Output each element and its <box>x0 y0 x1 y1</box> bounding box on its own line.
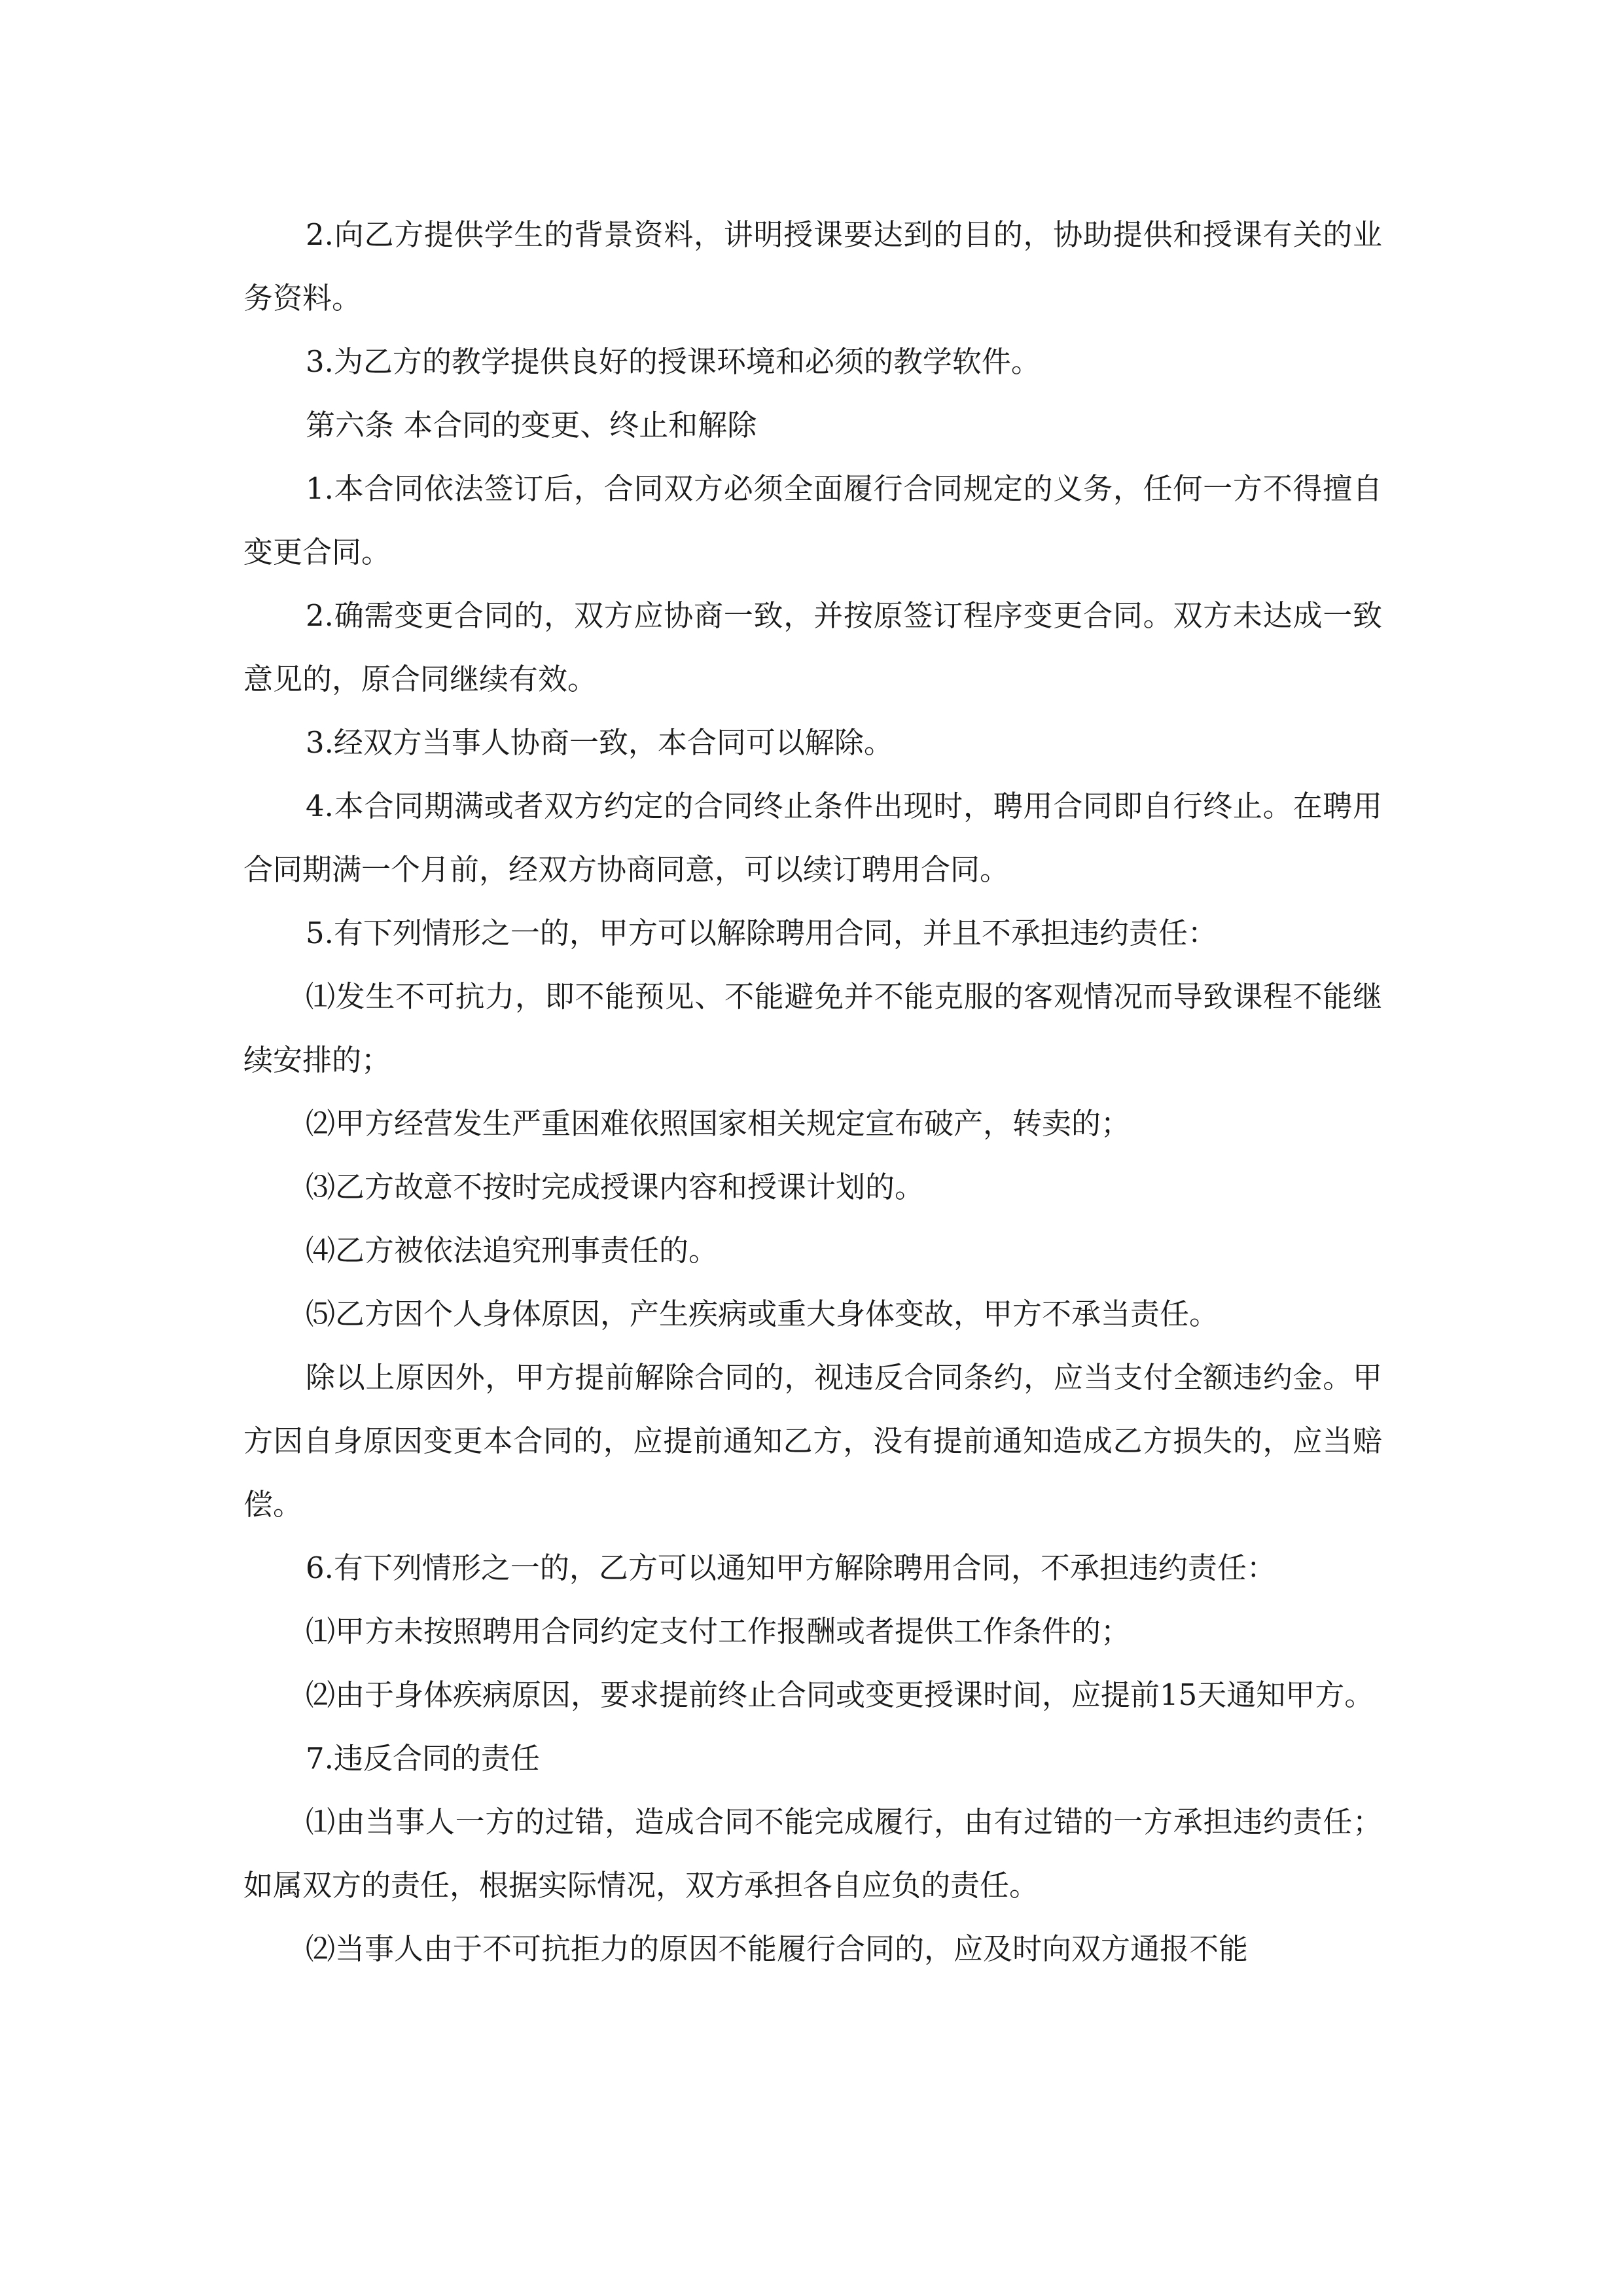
paragraph: 4.本合同期满或者双方约定的合同终止条件出现时，聘用合同即自行终止。在聘用合同期满一个月前，经双方协商同意，可以续订聘用合同。 <box>243 789 1382 887</box>
list-item: ⑶乙方故意不按时完成授课内容和授课计划的。 <box>306 1170 925 1204</box>
list-item: ⑴甲方未按照聘用合同约定支付工作报酬或者提供工作条件的； <box>306 1614 1131 1649</box>
section-heading: 第六条 本合同的变更、终止和解除 <box>306 408 757 442</box>
paragraph: 2.向乙方提供学生的背景资料，讲明授课要达到的目的，协助提供和授课有关的业务资料。 <box>243 217 1382 315</box>
paragraph: 3.为乙方的教学提供良好的授课环境和必须的教学软件。 <box>306 344 1041 379</box>
document-body <box>243 203 1382 1981</box>
section-heading: 7.违反合同的责任 <box>306 1741 540 1776</box>
paragraph: 除以上原因外，甲方提前解除合同的，视违反合同条约，应当支付全额违约金。甲方因自身原因变更本合同的，应提前通知乙方，没有提前通知造成乙方损失的，应当赔偿。 <box>243 1360 1382 1522</box>
paragraph: 1.本合同依法签订后，合同双方必须全面履行合同规定的义务，任何一方不得擅自变更合同。 <box>243 471 1382 569</box>
list-item: ⑵甲方经营发生严重困难依照国家相关规定宣布破产，转卖的； <box>306 1106 1131 1141</box>
paragraph: 3.经双方当事人协商一致，本合同可以解除。 <box>306 725 893 760</box>
list-item: ⑸乙方因个人身体原因，产生疾病或重大身体变故，甲方不承当责任。 <box>306 1297 1219 1331</box>
list-item: ⑴发生不可抗力，即不能预见、不能避免并不能克服的客观情况而导致课程不能继续安排的； <box>243 979 1382 1077</box>
list-item: ⑴由当事人一方的过错，造成合同不能完成履行，由有过错的一方承担违约责任；如属双方的责任，根据实际情况，双方承担各自应负的责任。 <box>243 1804 1382 1903</box>
paragraph: 6.有下列情形之一的，乙方可以通知甲方解除聘用合同，不承担违约责任： <box>306 1551 1276 1585</box>
paragraph: 2.确需变更合同的，双方应协商一致，并按原签订程序变更合同。双方未达成一致意见的，原合同继续有效。 <box>243 598 1382 696</box>
list-item: ⑷乙方被依法追究刑事责任的。 <box>306 1233 719 1268</box>
paragraph: 5.有下列情形之一的，甲方可以解除聘用合同，并且不承担违约责任： <box>306 916 1217 950</box>
list-item: ⑵由于身体疾病原因，要求提前终止合同或变更授课时间，应提前15天通知甲方。 <box>306 1677 1374 1712</box>
list-item: ⑵当事人由于不可抗拒力的原因不能履行合同的，应及时向双方通报不能 <box>306 1931 1249 1966</box>
